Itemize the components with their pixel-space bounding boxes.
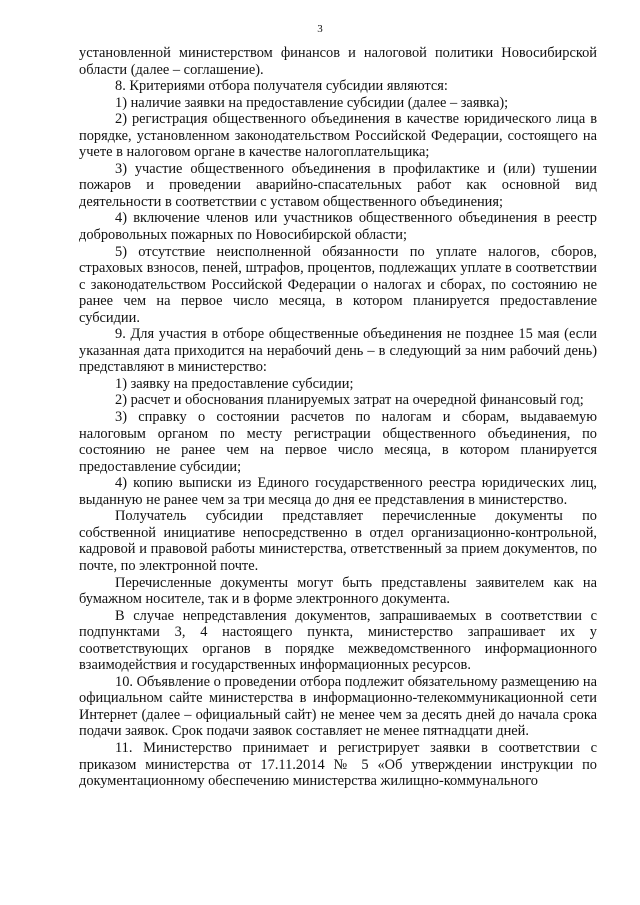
paragraph: 3) участие общественного объединения в профилактике и (или) тушении пожаров и проведении аварийно-спасательных работ как основной вид деятельности в соответствии с уставом общественного объединения; <box>79 160 597 210</box>
document-body <box>79 45 597 790</box>
paragraph: 11. Министерство принимает и регистрирует заявки в соответствии с приказом министерства от 17.11.2014 № 5 «Об утверждении инструкции по документационному обеспечению министерства жилищно-коммунального <box>79 739 597 790</box>
paragraph: 3) справку о состоянии расчетов по налогам и сборам, выдаваемую налоговым органом по месту регистрации общественного объединения, по состоянию не ранее чем на первое число месяца, в котором планируется предоставление субсидии; <box>79 409 597 475</box>
paragraph: 2) расчет и обоснования планируемых затрат на очередной финансовый год; <box>115 392 584 409</box>
paragraph: 5) отсутствие неисполненной обязанности по уплате налогов, сборов, страховых взносов, пеней, штрафов, процентов, подлежащих уплате в соответствии с законодательством Российской Федерации о налогах и сборах, по состоянию не ранее чем на первое число месяца, в котором планируется предоставление субсидии. <box>79 243 597 326</box>
page-number: 3 <box>317 23 323 35</box>
paragraph: 4) включение членов или участников общественного объединения в реестр добровольных пожарных по Новосибирской области; <box>79 210 597 244</box>
paragraph: 1) заявку на предоставление субсидии; <box>115 375 354 392</box>
paragraph: 10. Объявление о проведении отбора подлежит обязательному размещению на официальном сайте министерства в информационно-телекоммуникационной сети Интернет (далее – официальный сайт) не менее чем за десять дней до начала срока подачи заявок. Срок подачи заявок составляет не менее пятнадцати дней. <box>79 673 597 740</box>
paragraph: 4) копию выписки из Единого государственного реестра юридических лиц, выданную не ранее чем за три месяца до дня ее представления в министерство. <box>79 475 597 508</box>
paragraph: 9. Для участия в отборе общественные объединения не позднее 15 мая (если указанная дата приходится на нерабочий день – в следующий за ним рабочий день) представляют в министерство: <box>79 326 597 376</box>
paragraph: Получатель субсидии представляет перечисленные документы по собственной инициативе непосредственно в отдел организационно-контрольной, кадровой и правовой работы министерства, ответственный за прием документов, по почте, по электронной почте. <box>79 508 597 574</box>
paragraph: В случае непредставления документов, запрашиваемых в соответствии с подпунктами 3, 4 настоящего пункта, министерство запрашивает их у соответствующих органов в порядке межведомственного информационного взаимодействия и государственных информационных ресурсов. <box>79 607 597 674</box>
paragraph: 8. Критериями отбора получателя субсидии являются: <box>115 78 448 95</box>
paragraph: установленной министерством финансов и налоговой политики Новосибирской области (далее – соглашение). <box>79 45 597 78</box>
paragraph: 2) регистрация общественного объединения в качестве юридического лица в порядке, установленном законодательством Российской Федерации, состоящего на учете в налоговом органе в качестве налогоплательщика; <box>79 111 597 161</box>
paragraph: Перечисленные документы могут быть представлены заявителем как на бумажном носителе, так и в форме электронного документа. <box>79 574 597 608</box>
paragraph: 1) наличие заявки на предоставление субсидии (далее – заявка); <box>115 94 509 111</box>
